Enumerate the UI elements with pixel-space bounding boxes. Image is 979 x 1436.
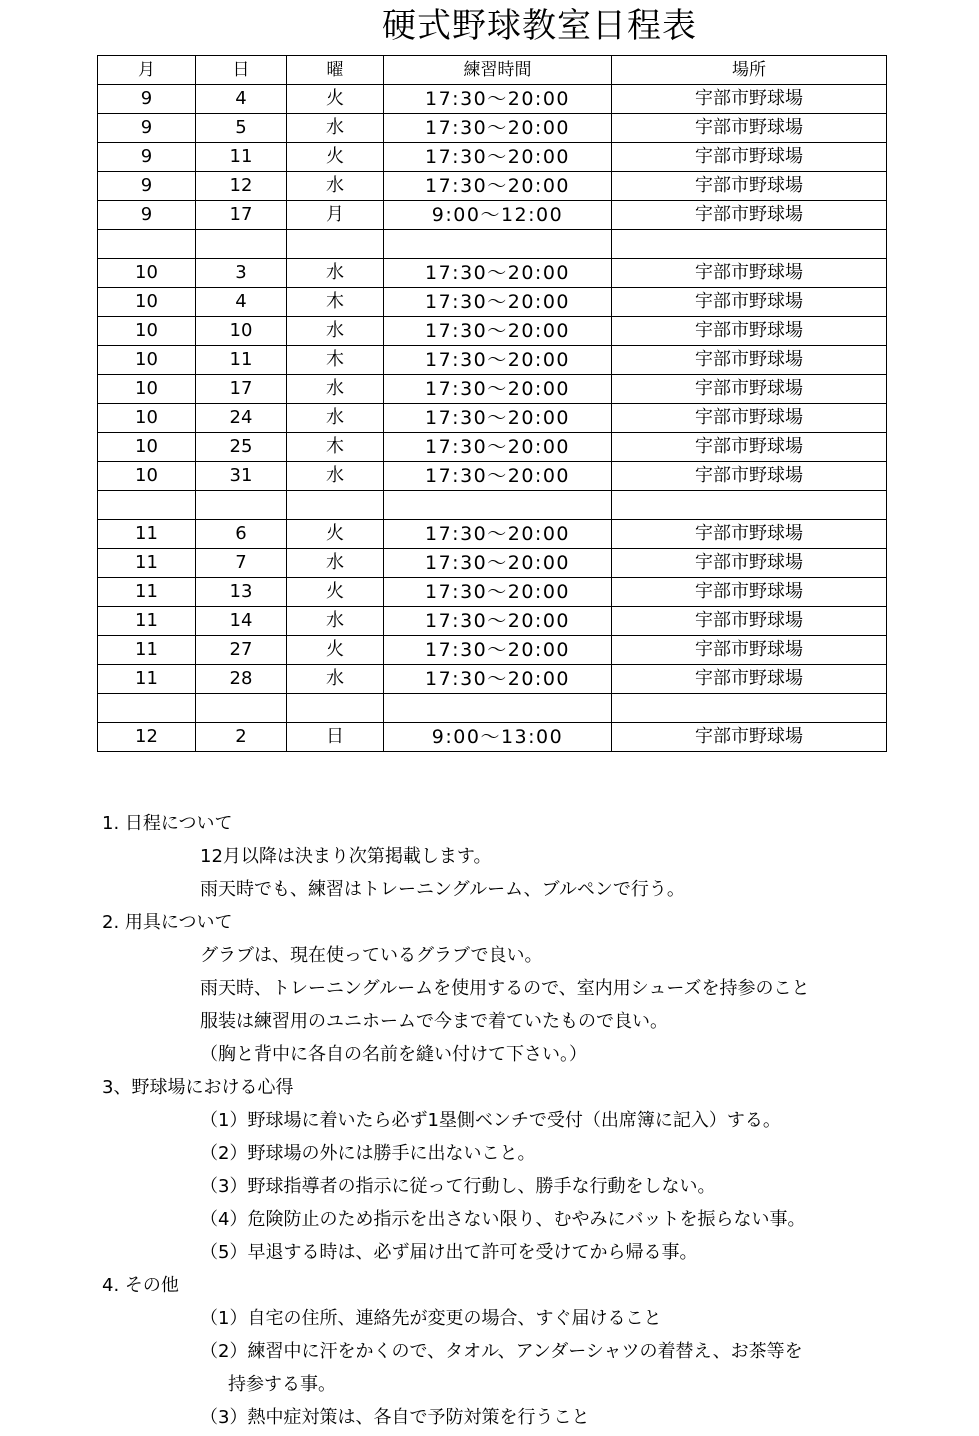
cell-location: 宇部市野球場 bbox=[612, 607, 887, 636]
cell-month: 11 bbox=[98, 636, 196, 665]
cell-day: 14 bbox=[196, 607, 287, 636]
page-title: 硬式野球教室日程表 bbox=[382, 6, 697, 46]
cell-time: 17:30〜20:00 bbox=[384, 114, 612, 143]
cell-month: 10 bbox=[98, 375, 196, 404]
cell-weekday: 水 bbox=[287, 317, 384, 346]
cell-month: 11 bbox=[98, 578, 196, 607]
table-row bbox=[98, 201, 887, 230]
cell-day: 24 bbox=[196, 404, 287, 433]
table-row bbox=[98, 665, 887, 694]
cell-weekday: 木 bbox=[287, 433, 384, 462]
cell-day: 17 bbox=[196, 201, 287, 230]
notes-line: （胸と背中に各自の名前を縫い付けて下さい。） bbox=[200, 1044, 587, 1065]
cell-weekday: 木 bbox=[287, 288, 384, 317]
table-row bbox=[98, 404, 887, 433]
cell-location: 宇部市野球場 bbox=[612, 578, 887, 607]
cell-weekday: 火 bbox=[287, 85, 384, 114]
cell-month: 10 bbox=[98, 433, 196, 462]
cell-month: 11 bbox=[98, 665, 196, 694]
header-day: 日 bbox=[196, 56, 287, 85]
cell-day: 17 bbox=[196, 375, 287, 404]
cell-weekday: 火 bbox=[287, 578, 384, 607]
cell-weekday bbox=[287, 230, 384, 259]
cell-month bbox=[98, 230, 196, 259]
cell-time: 17:30〜20:00 bbox=[384, 172, 612, 201]
table-row bbox=[98, 317, 887, 346]
notes-line: グラブは、現在使っているグラブで良い。 bbox=[200, 945, 543, 966]
cell-month: 10 bbox=[98, 288, 196, 317]
cell-month: 10 bbox=[98, 404, 196, 433]
cell-time: 17:30〜20:00 bbox=[384, 636, 612, 665]
cell-time: 17:30〜20:00 bbox=[384, 317, 612, 346]
cell-location: 宇部市野球場 bbox=[612, 201, 887, 230]
cell-time: 17:30〜20:00 bbox=[384, 259, 612, 288]
cell-day: 25 bbox=[196, 433, 287, 462]
cell-time: 17:30〜20:00 bbox=[384, 520, 612, 549]
cell-location: 宇部市野球場 bbox=[612, 665, 887, 694]
cell-day bbox=[196, 694, 287, 723]
cell-location: 宇部市野球場 bbox=[612, 346, 887, 375]
cell-location: 宇部市野球場 bbox=[612, 172, 887, 201]
cell-month: 9 bbox=[98, 114, 196, 143]
cell-weekday: 水 bbox=[287, 665, 384, 694]
cell-day: 31 bbox=[196, 462, 287, 491]
cell-month: 11 bbox=[98, 607, 196, 636]
cell-month bbox=[98, 694, 196, 723]
table-row bbox=[98, 375, 887, 404]
cell-location bbox=[612, 491, 887, 520]
cell-month: 11 bbox=[98, 549, 196, 578]
cell-day: 2 bbox=[196, 723, 287, 752]
cell-month: 10 bbox=[98, 346, 196, 375]
cell-weekday: 水 bbox=[287, 259, 384, 288]
table-row bbox=[98, 230, 887, 259]
cell-month: 12 bbox=[98, 723, 196, 752]
table-row bbox=[98, 288, 887, 317]
cell-day: 6 bbox=[196, 520, 287, 549]
cell-month: 10 bbox=[98, 259, 196, 288]
cell-month: 10 bbox=[98, 317, 196, 346]
header-location: 場所 bbox=[612, 56, 887, 85]
cell-day: 27 bbox=[196, 636, 287, 665]
notes-line: （1）野球場に着いたら必ず1塁側ベンチで受付（出席簿に記入）する。 bbox=[200, 1110, 781, 1131]
cell-time: 17:30〜20:00 bbox=[384, 433, 612, 462]
table-row bbox=[98, 694, 887, 723]
cell-month: 10 bbox=[98, 462, 196, 491]
notes-heading: 1. 日程について bbox=[102, 813, 233, 834]
cell-day: 12 bbox=[196, 172, 287, 201]
cell-location: 宇部市野球場 bbox=[612, 317, 887, 346]
cell-day: 11 bbox=[196, 346, 287, 375]
cell-time: 17:30〜20:00 bbox=[384, 462, 612, 491]
notes-line: （4）危険防止のため指示を出さない限り、むやみにバットを振らない事。 bbox=[200, 1209, 806, 1230]
cell-weekday: 水 bbox=[287, 607, 384, 636]
cell-day: 7 bbox=[196, 549, 287, 578]
cell-day: 4 bbox=[196, 288, 287, 317]
cell-day: 28 bbox=[196, 665, 287, 694]
cell-location: 宇部市野球場 bbox=[612, 723, 887, 752]
cell-day bbox=[196, 491, 287, 520]
table-row bbox=[98, 723, 887, 752]
cell-day: 3 bbox=[196, 259, 287, 288]
notes-heading: 4. その他 bbox=[102, 1275, 179, 1296]
notes-line: 12月以降は決まり次第掲載します。 bbox=[200, 846, 492, 867]
notes-line: （5）早退する時は、必ず届け出て許可を受けてから帰る事。 bbox=[200, 1242, 698, 1263]
table-row bbox=[98, 172, 887, 201]
table-header-row bbox=[98, 56, 887, 85]
cell-location: 宇部市野球場 bbox=[612, 636, 887, 665]
cell-time: 17:30〜20:00 bbox=[384, 578, 612, 607]
cell-weekday bbox=[287, 491, 384, 520]
cell-day: 13 bbox=[196, 578, 287, 607]
cell-weekday: 水 bbox=[287, 114, 384, 143]
notes-heading: 3、野球場における心得 bbox=[102, 1077, 294, 1098]
cell-weekday bbox=[287, 694, 384, 723]
cell-day: 4 bbox=[196, 85, 287, 114]
cell-location: 宇部市野球場 bbox=[612, 549, 887, 578]
header-practice-time: 練習時間 bbox=[384, 56, 612, 85]
cell-time: 17:30〜20:00 bbox=[384, 404, 612, 433]
notes-line: 服装は練習用のユニホームで今まで着ていたもので良い。 bbox=[200, 1011, 668, 1032]
cell-time: 17:30〜20:00 bbox=[384, 143, 612, 172]
cell-location bbox=[612, 230, 887, 259]
cell-weekday: 水 bbox=[287, 462, 384, 491]
cell-location: 宇部市野球場 bbox=[612, 143, 887, 172]
cell-location: 宇部市野球場 bbox=[612, 520, 887, 549]
cell-month bbox=[98, 491, 196, 520]
cell-weekday: 水 bbox=[287, 404, 384, 433]
notes-section bbox=[102, 807, 962, 1434]
cell-location: 宇部市野球場 bbox=[612, 404, 887, 433]
cell-time: 17:30〜20:00 bbox=[384, 375, 612, 404]
header-weekday: 曜 bbox=[287, 56, 384, 85]
table-row bbox=[98, 549, 887, 578]
notes-line: 雨天時、トレーニングルームを使用するので、室内用シューズを持参のこと bbox=[200, 978, 810, 999]
notes-line: （1）自宅の住所、連絡先が変更の場合、すぐ届けること bbox=[200, 1308, 662, 1329]
schedule-table bbox=[97, 55, 887, 752]
cell-weekday: 火 bbox=[287, 636, 384, 665]
cell-day: 5 bbox=[196, 114, 287, 143]
cell-location: 宇部市野球場 bbox=[612, 114, 887, 143]
cell-time: 17:30〜20:00 bbox=[384, 288, 612, 317]
notes-line: 持参する事。 bbox=[228, 1374, 336, 1395]
table-row bbox=[98, 636, 887, 665]
cell-location: 宇部市野球場 bbox=[612, 259, 887, 288]
cell-weekday: 水 bbox=[287, 549, 384, 578]
table-row bbox=[98, 491, 887, 520]
cell-weekday: 月 bbox=[287, 201, 384, 230]
table-row bbox=[98, 578, 887, 607]
table-row bbox=[98, 433, 887, 462]
cell-day: 11 bbox=[196, 143, 287, 172]
notes-line: （2）野球場の外には勝手に出ないこと。 bbox=[200, 1143, 536, 1164]
cell-time: 17:30〜20:00 bbox=[384, 549, 612, 578]
cell-month: 9 bbox=[98, 85, 196, 114]
cell-weekday: 火 bbox=[287, 143, 384, 172]
table-row bbox=[98, 520, 887, 549]
cell-weekday: 水 bbox=[287, 375, 384, 404]
cell-month: 11 bbox=[98, 520, 196, 549]
cell-time: 17:30〜20:00 bbox=[384, 346, 612, 375]
notes-line: 雨天時でも、練習はトレーニングルーム、ブルペンで行う。 bbox=[200, 879, 685, 900]
cell-month: 9 bbox=[98, 172, 196, 201]
table-row bbox=[98, 114, 887, 143]
cell-time: 17:30〜20:00 bbox=[384, 607, 612, 636]
cell-weekday: 火 bbox=[287, 520, 384, 549]
cell-location: 宇部市野球場 bbox=[612, 85, 887, 114]
cell-day bbox=[196, 230, 287, 259]
cell-location: 宇部市野球場 bbox=[612, 375, 887, 404]
notes-heading: 2. 用具について bbox=[102, 912, 233, 933]
cell-location: 宇部市野球場 bbox=[612, 433, 887, 462]
cell-location: 宇部市野球場 bbox=[612, 288, 887, 317]
notes-line: （2）練習中に汗をかくので、タオル、アンダーシャツの着替え、お茶等を bbox=[200, 1341, 803, 1362]
cell-location bbox=[612, 694, 887, 723]
table-row bbox=[98, 346, 887, 375]
cell-weekday: 水 bbox=[287, 172, 384, 201]
table-body bbox=[98, 85, 887, 752]
table-row bbox=[98, 462, 887, 491]
table-row bbox=[98, 259, 887, 288]
table-row bbox=[98, 143, 887, 172]
cell-time: 17:30〜20:00 bbox=[384, 85, 612, 114]
notes-line: （3）熱中症対策は、各自で予防対策を行うこと bbox=[200, 1407, 590, 1428]
table-row bbox=[98, 607, 887, 636]
cell-day: 10 bbox=[196, 317, 287, 346]
cell-location: 宇部市野球場 bbox=[612, 462, 887, 491]
cell-time: 9:00〜12:00 bbox=[384, 201, 612, 230]
cell-month: 9 bbox=[98, 143, 196, 172]
table-row bbox=[98, 85, 887, 114]
cell-time bbox=[384, 694, 612, 723]
cell-month: 9 bbox=[98, 201, 196, 230]
cell-weekday: 日 bbox=[287, 723, 384, 752]
header-month: 月 bbox=[98, 56, 196, 85]
cell-time bbox=[384, 491, 612, 520]
cell-time: 17:30〜20:00 bbox=[384, 665, 612, 694]
cell-time bbox=[384, 230, 612, 259]
notes-line: （3）野球指導者の指示に従って行動し、勝手な行動をしない。 bbox=[200, 1176, 716, 1197]
cell-time: 9:00〜13:00 bbox=[384, 723, 612, 752]
cell-weekday: 木 bbox=[287, 346, 384, 375]
